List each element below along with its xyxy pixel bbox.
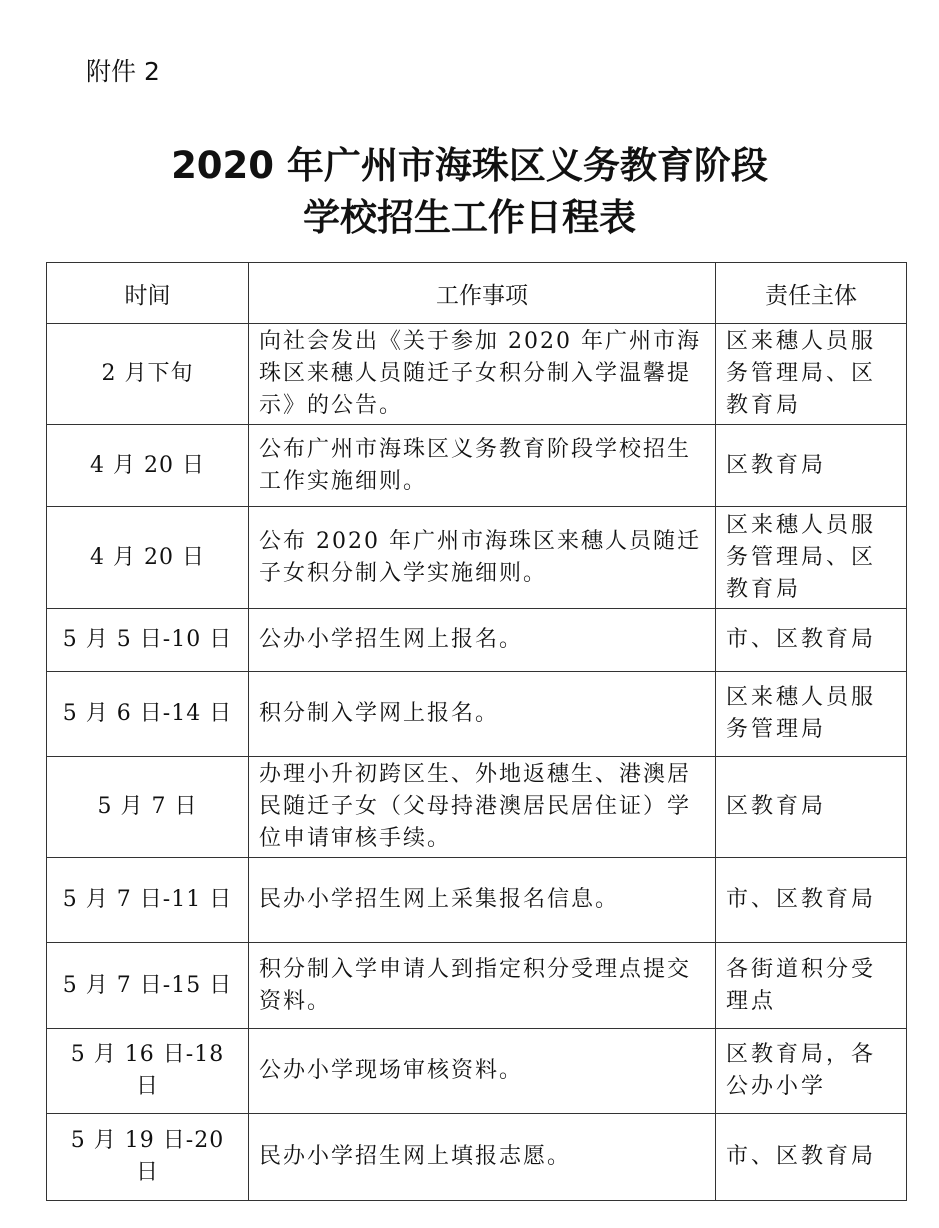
time-cell: 5 月 7 日-11 日 xyxy=(47,858,249,943)
task-cell: 公布 2020 年广州市海珠区来穗人员随迁子女积分制入学实施细则。 xyxy=(249,507,716,609)
column-header-task: 工作事项 xyxy=(249,263,716,324)
task-cell: 办理小升初跨区生、外地返穗生、港澳居民随迁子女（父母持港澳居民居住证）学位申请审核手续。 xyxy=(249,757,716,858)
table-row xyxy=(47,1029,907,1114)
title-line-1: 2020 年广州市海珠区义务教育阶段 xyxy=(171,144,768,187)
task-cell: 向社会发出《关于参加 2020 年广州市海珠区来穗人员随迁子女积分制入学温馨提示》的公告。 xyxy=(249,324,716,425)
header-row xyxy=(47,263,907,324)
owner-cell: 区来穗人员服务管理局 xyxy=(716,672,907,757)
task-cell: 积分制入学网上报名。 xyxy=(249,672,716,757)
table-row xyxy=(47,943,907,1029)
table-row xyxy=(47,1114,907,1201)
time-cell: 5 月 7 日 xyxy=(47,757,249,858)
table-row xyxy=(47,425,907,507)
table-row xyxy=(47,324,907,425)
table-row xyxy=(47,757,907,858)
owner-cell: 区教育局 xyxy=(716,757,907,858)
owner-cell: 市、区教育局 xyxy=(716,609,907,672)
table-row xyxy=(47,609,907,672)
table-row xyxy=(47,858,907,943)
task-cell: 公布广州市海珠区义务教育阶段学校招生工作实施细则。 xyxy=(249,425,716,507)
time-cell: 5 月 16 日-18 日 xyxy=(47,1029,249,1114)
time-cell: 5 月 19 日-20 日 xyxy=(47,1114,249,1201)
task-cell: 公办小学现场审核资料。 xyxy=(249,1029,716,1114)
schedule-table xyxy=(46,262,907,1201)
document-title xyxy=(0,140,939,244)
time-cell: 5 月 7 日-15 日 xyxy=(47,943,249,1029)
owner-cell: 市、区教育局 xyxy=(716,858,907,943)
table-row xyxy=(47,507,907,609)
title-line-2: 学校招生工作日程表 xyxy=(303,196,636,239)
task-cell: 公办小学招生网上报名。 xyxy=(249,609,716,672)
task-cell: 民办小学招生网上采集报名信息。 xyxy=(249,858,716,943)
owner-cell: 区教育局 xyxy=(716,425,907,507)
owner-cell: 区来穗人员服务管理局、区教育局 xyxy=(716,324,907,425)
time-cell: 5 月 5 日-10 日 xyxy=(47,609,249,672)
time-cell: 2 月下旬 xyxy=(47,324,249,425)
time-cell: 4 月 20 日 xyxy=(47,425,249,507)
column-header-time: 时间 xyxy=(47,263,249,324)
task-cell: 积分制入学申请人到指定积分受理点提交资料。 xyxy=(249,943,716,1029)
time-cell: 4 月 20 日 xyxy=(47,507,249,609)
table-row xyxy=(47,672,907,757)
time-cell: 5 月 6 日-14 日 xyxy=(47,672,249,757)
owner-cell: 各街道积分受理点 xyxy=(716,943,907,1029)
task-cell: 民办小学招生网上填报志愿。 xyxy=(249,1114,716,1201)
attachment-label: 附件 2 xyxy=(86,57,160,86)
owner-cell: 区教育局，各公办小学 xyxy=(716,1029,907,1114)
owner-cell: 市、区教育局 xyxy=(716,1114,907,1201)
column-header-owner: 责任主体 xyxy=(716,263,907,324)
owner-cell: 区来穗人员服务管理局、区教育局 xyxy=(716,507,907,609)
